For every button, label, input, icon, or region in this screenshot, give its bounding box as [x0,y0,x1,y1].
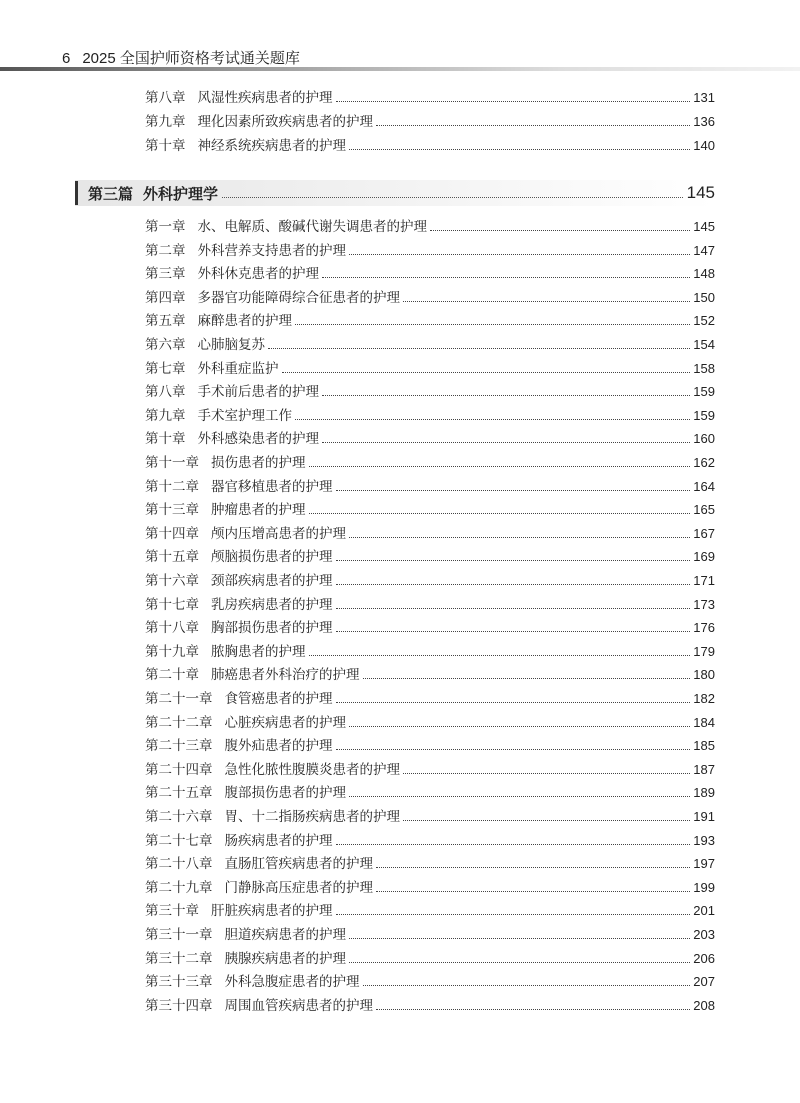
chapter-page-number: 185 [693,738,715,754]
dot-leader [376,890,690,892]
chapter-page-number: 208 [693,997,715,1013]
chapter-title: 颅内压增高患者的护理 [211,525,346,542]
dot-leader [322,394,690,396]
chapter-page-number: 206 [693,950,715,966]
part-title: 外科护理学 [143,185,219,203]
toc-entry[interactable] [145,217,715,237]
chapter-title: 水、电解质、酸碱代谢失调患者的护理 [197,219,427,235]
chapter-number: 第十六章 [145,573,199,589]
chapter-number: 第三十一章 [145,927,213,943]
chapter-title: 麻醉患者的护理 [197,313,292,330]
chapter-page-number: 203 [693,927,715,942]
toc-entry[interactable] [145,972,715,992]
part-page-number: 145 [686,183,715,202]
page-header [0,0,800,70]
chapter-title: 腹外疝患者的护理 [224,738,333,755]
part-number: 第三篇 [88,185,134,203]
chapter-page-number: 169 [693,549,715,565]
chapter-title: 胆道疾病患者的护理 [224,927,346,943]
dot-leader [349,937,690,939]
page-number: 6 [62,50,71,67]
dot-leader [403,819,690,821]
chapter-number: 第四章 [145,289,186,306]
chapter-title: 脓胸患者的护理 [211,643,306,660]
chapter-title: 神经系统疾病患者的护理 [197,138,346,154]
toc-entry[interactable] [145,996,715,1016]
toc-entry[interactable] [145,807,715,827]
dot-leader [336,913,691,915]
chapter-number: 第二十四章 [145,761,213,778]
dot-leader [336,583,691,585]
chapter-title: 器官移植患者的护理 [211,478,333,495]
chapter-number: 第十二章 [145,478,199,495]
toc-entry[interactable] [145,665,715,685]
chapter-page-number: 152 [693,313,715,329]
book-title: 2025 全国护师资格考试通关题库 [82,50,300,67]
chapter-title: 风湿性疾病患者的护理 [197,90,333,106]
part-marker [75,181,78,205]
chapter-page-number: 182 [693,691,715,706]
dot-leader [349,536,690,538]
chapter-page-number: 179 [693,643,715,659]
chapter-title: 肿瘤患者的护理 [211,502,306,519]
chapter-number: 第二十七章 [145,832,213,849]
chapter-title: 外科休克患者的护理 [197,266,319,283]
dot-leader [430,229,690,231]
chapter-page-number: 191 [693,809,715,824]
dot-leader [336,559,691,561]
toc-entry[interactable] [145,618,715,638]
chapter-title: 理化因素所致疾病患者的护理 [197,114,373,130]
chapter-title: 肠疾病患者的护理 [224,832,333,849]
toc-entry[interactable] [145,925,715,945]
chapter-number: 第八章 [145,384,186,401]
chapter-page-number: 148 [693,266,715,282]
dot-leader [282,371,691,373]
chapter-page-number: 189 [693,785,715,801]
chapter-number: 第十九章 [145,643,199,660]
dot-leader [336,843,691,845]
chapter-number: 第九章 [145,407,186,424]
dot-leader [349,725,690,727]
chapter-page-number: 199 [693,879,715,895]
dot-leader [322,276,690,278]
chapter-title: 乳房疾病患者的护理 [211,596,333,613]
dot-leader [322,441,690,443]
dot-leader [336,607,691,609]
chapter-title: 门静脉高压症患者的护理 [224,879,373,896]
toc-entry[interactable] [145,500,715,520]
dot-leader [336,748,691,750]
chapter-title: 心脏疾病患者的护理 [224,714,346,731]
chapter-page-number: 193 [693,832,715,848]
toc-entry[interactable] [145,335,715,355]
toc-entry[interactable] [145,477,715,497]
chapter-number: 第十章 [145,431,186,448]
chapter-page-number: 145 [693,219,715,234]
chapter-number: 第二十六章 [145,809,213,825]
chapter-number: 第二十五章 [145,785,213,802]
chapter-title: 手术室护理工作 [197,407,292,424]
chapter-number: 第六章 [145,337,186,353]
toc-entry[interactable] [145,429,715,449]
header-rule [0,67,800,71]
chapter-page-number: 167 [693,525,715,541]
chapter-title: 肺癌患者外科治疗的护理 [211,667,360,684]
dot-leader [295,418,690,420]
dot-leader [349,961,690,963]
dot-leader [309,654,691,656]
dot-leader [336,489,691,491]
toc-entry[interactable] [145,949,715,969]
dot-leader [349,253,690,255]
toc-entry[interactable] [145,760,715,780]
chapter-title: 外科重症监护 [197,360,279,377]
dot-leader [336,630,691,632]
toc-entry[interactable] [145,854,715,874]
toc-entry[interactable] [145,736,715,756]
toc-entry[interactable] [145,547,715,567]
chapter-number: 第三十二章 [145,950,213,967]
dot-leader [268,347,690,349]
chapter-number: 第五章 [145,313,186,330]
dot-leader [349,795,690,797]
chapter-title: 胸部损伤患者的护理 [211,620,333,637]
dot-leader [309,465,691,467]
toc-entry[interactable] [145,901,715,921]
chapter-page-number: 160 [693,431,715,447]
chapter-number: 第二十一章 [145,691,213,707]
chapter-number: 第十三章 [145,502,199,519]
toc-entry[interactable] [145,878,715,898]
chapter-page-number: 159 [693,407,715,423]
chapter-number: 第七章 [145,360,186,377]
toc-entry[interactable] [145,595,715,615]
chapter-number: 第二十二章 [145,714,213,731]
chapter-title: 外科急腹症患者的护理 [224,974,360,991]
chapter-page-number: 180 [693,667,715,683]
chapter-title: 直肠肛管疾病患者的护理 [224,856,373,873]
chapter-number: 第十七章 [145,596,199,613]
chapter-page-number: 207 [693,974,715,990]
chapter-title: 颅脑损伤患者的护理 [211,549,333,566]
toc-entry[interactable] [145,359,715,379]
chapter-page-number: 136 [693,114,715,129]
dot-leader [295,323,690,325]
toc-entry[interactable] [145,264,715,284]
toc-entry[interactable] [145,112,715,132]
toc-entry[interactable] [145,382,715,402]
dot-leader [363,984,691,986]
dot-leader [376,866,690,868]
chapter-number: 第十章 [145,138,186,154]
dot-leader [336,100,691,102]
dot-leader [222,196,683,198]
chapter-number: 第三十四章 [145,997,213,1014]
chapter-number: 第二十章 [145,667,199,684]
chapter-number: 第十八章 [145,620,199,637]
chapter-page-number: 184 [693,714,715,730]
chapter-number: 第十五章 [145,549,199,566]
toc-entry[interactable] [145,136,715,156]
chapter-title: 急性化脓性腹膜炎患者的护理 [224,761,400,778]
chapter-title: 周围血管疾病患者的护理 [224,997,373,1014]
chapter-page-number: 159 [693,384,715,400]
chapter-number: 第三十三章 [145,974,213,991]
chapter-number: 第八章 [145,90,186,106]
dot-leader [403,772,690,774]
dot-leader [309,512,691,514]
chapter-number: 第一章 [145,219,186,235]
chapter-title: 多器官功能障碍综合征患者的护理 [197,289,400,306]
toc-entry[interactable] [145,524,715,544]
chapter-number: 第二十三章 [145,738,213,755]
chapter-number: 第三十章 [145,903,199,920]
chapter-number: 第二十九章 [145,879,213,896]
toc-entry[interactable] [145,288,715,308]
dot-leader [336,701,691,703]
running-head [62,47,300,68]
chapter-title: 外科营养支持患者的护理 [197,242,346,259]
toc-entry[interactable] [145,783,715,803]
dot-leader [376,124,690,126]
chapter-page-number: 176 [693,620,715,636]
chapter-title: 腹部损伤患者的护理 [224,785,346,802]
toc-entry[interactable] [145,689,715,709]
dot-leader [349,148,690,150]
toc-entry[interactable] [145,642,715,662]
chapter-number: 第九章 [145,114,186,130]
chapter-title: 心肺脑复苏 [197,337,265,353]
chapter-title: 胃、十二指肠疾病患者的护理 [224,809,400,825]
chapter-page-number: 201 [693,903,715,919]
chapter-page-number: 164 [693,478,715,494]
toc-entry[interactable] [145,571,715,591]
toc-entry[interactable] [145,831,715,851]
dot-leader [403,300,690,302]
toc-entry[interactable] [145,713,715,733]
chapter-title: 外科感染患者的护理 [197,431,319,448]
chapter-page-number: 154 [693,337,715,352]
chapter-title: 食管癌患者的护理 [224,691,333,707]
chapter-number: 第二章 [145,242,186,259]
chapter-page-number: 171 [693,573,715,588]
chapter-page-number: 150 [693,289,715,305]
chapter-page-number: 140 [693,138,715,153]
chapter-number: 第十一章 [145,455,199,471]
chapter-title: 手术前后患者的护理 [197,384,319,401]
toc-entry[interactable] [145,453,715,473]
chapter-page-number: 173 [693,596,715,612]
chapter-page-number: 197 [693,856,715,872]
chapter-page-number: 162 [693,455,715,470]
toc-part-heading[interactable] [75,180,715,206]
chapter-number: 第三章 [145,266,186,283]
chapter-page-number: 147 [693,242,715,258]
chapter-title: 损伤患者的护理 [211,455,306,471]
chapter-page-number: 131 [693,90,715,105]
toc-entry[interactable] [145,311,715,331]
chapter-page-number: 187 [693,761,715,777]
toc-entry[interactable] [145,241,715,261]
dot-leader [376,1008,690,1010]
toc-entry[interactable] [145,406,715,426]
chapter-number: 第十四章 [145,525,199,542]
chapter-title: 颈部疾病患者的护理 [211,573,333,589]
chapter-title: 胰腺疾病患者的护理 [224,950,346,967]
chapter-page-number: 158 [693,360,715,376]
chapter-title: 肝脏疾病患者的护理 [211,903,333,920]
chapter-page-number: 165 [693,502,715,518]
toc-entry[interactable] [145,88,715,108]
chapter-number: 第二十八章 [145,856,213,873]
dot-leader [363,677,691,679]
